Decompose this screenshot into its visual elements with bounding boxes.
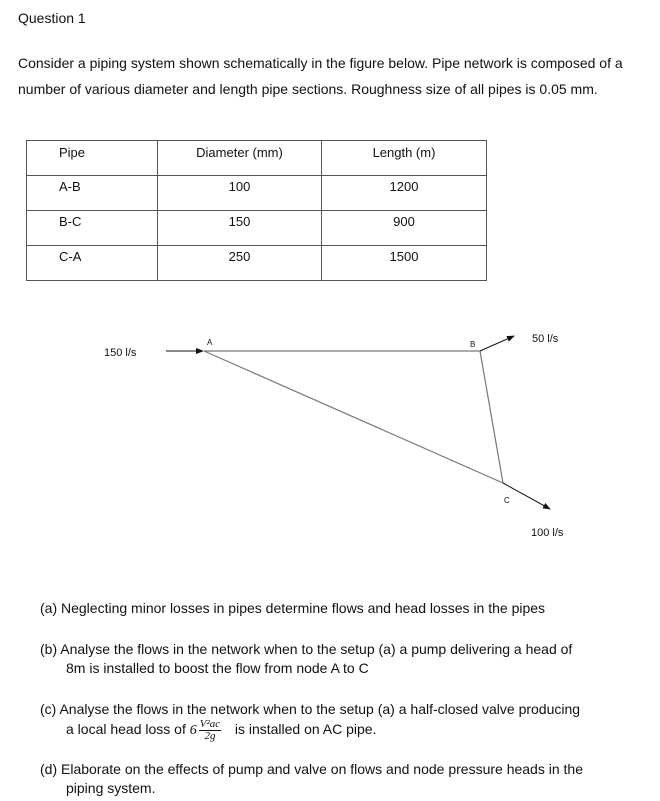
cell-pipe: B-C bbox=[27, 211, 158, 246]
question-c-suffix: is installed on AC pipe. bbox=[234, 721, 377, 738]
cell-diameter: 250 bbox=[158, 246, 322, 281]
node-label-c: C bbox=[504, 496, 510, 505]
question-b-line2: 8m is installed to boost the flow from node A to C bbox=[66, 660, 369, 676]
question-d-line2: piping system. bbox=[66, 780, 156, 796]
pipe-bc bbox=[480, 351, 503, 483]
header-diameter: Diameter (mm) bbox=[158, 141, 322, 176]
question-b bbox=[40, 640, 640, 678]
formula-numerator: V²ac bbox=[199, 718, 221, 730]
table-header-row bbox=[27, 141, 487, 176]
question-c bbox=[40, 700, 650, 742]
intro-paragraph: Consider a piping system shown schematically in the figure below. Pipe network is composed of a number of various diameter and length pipe sections. Roughness size of all pipes is 0.05 mm. bbox=[18, 55, 623, 97]
pipe-network-diagram bbox=[0, 320, 660, 560]
header-length: Length (m) bbox=[322, 141, 487, 176]
cell-length: 1200 bbox=[322, 176, 487, 211]
question-c-line2 bbox=[40, 719, 650, 742]
pipe-table bbox=[26, 140, 487, 281]
formula-coefficient: 6 bbox=[189, 723, 197, 739]
question-heading: Question 1 bbox=[18, 10, 86, 26]
outflow-label-c: 100 l/s bbox=[531, 527, 564, 539]
question-c-line1: (c) Analyse the flows in the network when to the setup (a) a half-closed valve producing bbox=[40, 701, 581, 717]
pipe-ca bbox=[204, 351, 503, 483]
question-c-prefix: a local head loss of bbox=[66, 721, 186, 738]
outflow-arrow-b bbox=[480, 336, 514, 351]
table-row bbox=[27, 246, 487, 281]
cell-pipe: A-B bbox=[27, 176, 158, 211]
cell-diameter: 100 bbox=[158, 176, 322, 211]
outflow-arrow-c bbox=[503, 483, 550, 509]
question-b-line1: (b) Analyse the flows in the network when to the setup (a) a pump delivering a head of bbox=[40, 641, 573, 657]
cell-diameter: 150 bbox=[158, 211, 322, 246]
question-d bbox=[40, 760, 650, 798]
question-a: (a) Neglecting minor losses in pipes determine flows and head losses in the pipes bbox=[40, 600, 546, 616]
formula-denominator: 2g bbox=[204, 730, 216, 742]
inflow-label-a: 150 l/s bbox=[104, 347, 137, 359]
cell-length: 900 bbox=[322, 211, 487, 246]
table-row bbox=[27, 176, 487, 211]
outflow-label-b: 50 l/s bbox=[532, 333, 559, 345]
cell-pipe: C-A bbox=[27, 246, 158, 281]
question-d-line1: (d) Elaborate on the effects of pump and valve on flows and node pressure heads in the bbox=[40, 761, 583, 777]
head-loss-formula bbox=[199, 719, 221, 742]
cell-length: 1500 bbox=[322, 246, 487, 281]
node-label-b: B bbox=[470, 340, 476, 349]
header-pipe: Pipe bbox=[27, 141, 158, 176]
node-label-a: A bbox=[207, 338, 213, 347]
table-row bbox=[27, 211, 487, 246]
